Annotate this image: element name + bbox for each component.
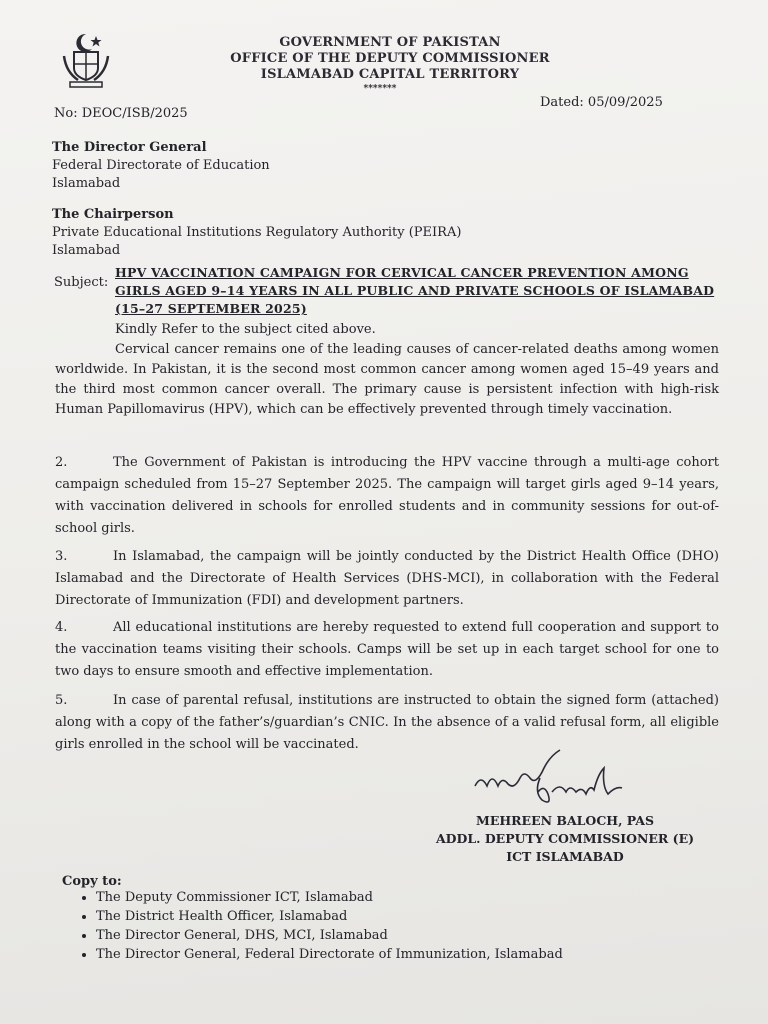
paragraph-2: [55, 452, 719, 540]
signatory-name: MEHREEN BALOCH, PAS: [475, 813, 654, 828]
copy-to-list: [82, 888, 563, 964]
list-item: • The Director General, Federal Directorate of Immunization, Islamabad: [96, 945, 563, 964]
list-item: • The Director General, DHS, MCI, Islamabad: [96, 926, 563, 945]
paragraph-1-text: Cervical cancer remains one of the leading causes of cancer-related deaths among women worldwide. In Pakistan, it is the second most common cancer among women aged 15–49 years and the third most common cancer overall. The primary cause is persistent infection with high-risk Human Papillomavirus (HPV), which can be effectively prevented through timely vaccination.: [55, 342, 719, 417]
paragraph-3: [55, 546, 719, 612]
intro-paragraph: [55, 320, 719, 420]
copy-to-label: Copy to:: [62, 874, 122, 889]
letterhead-line-2: OFFICE OF THE DEPUTY COMMISSIONER: [230, 51, 550, 66]
paragraph-5: [55, 690, 719, 756]
list-item: • The Deputy Commissioner ICT, Islamabad: [96, 888, 563, 907]
recipient-line: Private Educational Institutions Regulatory Authority (PEIRA): [52, 225, 462, 240]
recipient-line: Federal Directorate of Education: [52, 158, 270, 173]
recipient-title: The Director General: [52, 140, 207, 155]
letterhead-line-1: GOVERNMENT OF PAKISTAN: [279, 35, 501, 50]
paragraph-text: In case of parental refusal, institutions are instructed to obtain the signed form (attached) along with a copy of the father’s/guardian’s CNIC. In the absence of a valid refusal form, all eligible girls enrolled in the school will be vaccinated.: [55, 693, 719, 752]
signature-block: [420, 812, 710, 866]
date-line: Dated: 05/09/2025: [540, 95, 663, 110]
intro-line: Kindly Refer to the subject cited above.: [115, 322, 376, 337]
paragraph-text: The Government of Pakistan is introducing the HPV vaccine through a multi-age cohort campaign scheduled from 15–27 September 2025. The campaign will target girls aged 9–14 years, with vaccination delivered in schools for enrolled students and in community sessions for out-of-school girls.: [55, 455, 719, 536]
paragraph-text: In Islamabad, the campaign will be jointly conducted by the District Health Office (DHO) Islamabad and the Directorate of Health Services (DHS-MCI), in collaboration with the Federal Directorate of Immunization (FDI) and development partners.: [55, 549, 719, 608]
subject-label: Subject:: [54, 275, 109, 290]
signatory-designation: ADDL. DEPUTY COMMISSIONER (E): [435, 831, 695, 846]
paragraph-4: [55, 617, 719, 683]
recipient-title: The Chairperson: [52, 207, 174, 222]
state-emblem-icon: [56, 30, 116, 90]
subject-text: HPV VACCINATION CAMPAIGN FOR CERVICAL CANCER PREVENTION AMONG GIRLS AGED 9–14 YEARS IN ALL PUBLIC AND PRIVATE SCHOOLS OF ISLAMABAD (15–27 SEPTEMBER 2025): [115, 265, 715, 316]
recipient-block-1: [52, 139, 270, 193]
paragraph-text: All educational institutions are hereby requested to extend full cooperation and support to the vaccination teams visiting their schools. Camps will be set up in each target school for one to two days to ensure smooth and effective implementation.: [55, 620, 719, 679]
letterhead-stars: *******: [363, 84, 397, 94]
paragraph-number: 4.: [55, 620, 68, 635]
paragraph-number: 5.: [55, 693, 68, 708]
list-item: • The District Health Officer, Islamabad: [96, 907, 563, 926]
handwritten-signature: [470, 748, 650, 813]
reference-number: No: DEOC/ISB/2025: [54, 106, 188, 121]
recipient-line: Islamabad: [52, 176, 121, 191]
recipient-block-2: [52, 206, 461, 260]
paragraph-number: 2.: [55, 455, 68, 470]
paragraph-number: 3.: [55, 549, 68, 564]
letterhead-line-3: ISLAMABAD CAPITAL TERRITORY: [260, 67, 520, 82]
signatory-office: ICT ISLAMABAD: [506, 849, 624, 864]
recipient-line: Islamabad: [52, 243, 121, 258]
